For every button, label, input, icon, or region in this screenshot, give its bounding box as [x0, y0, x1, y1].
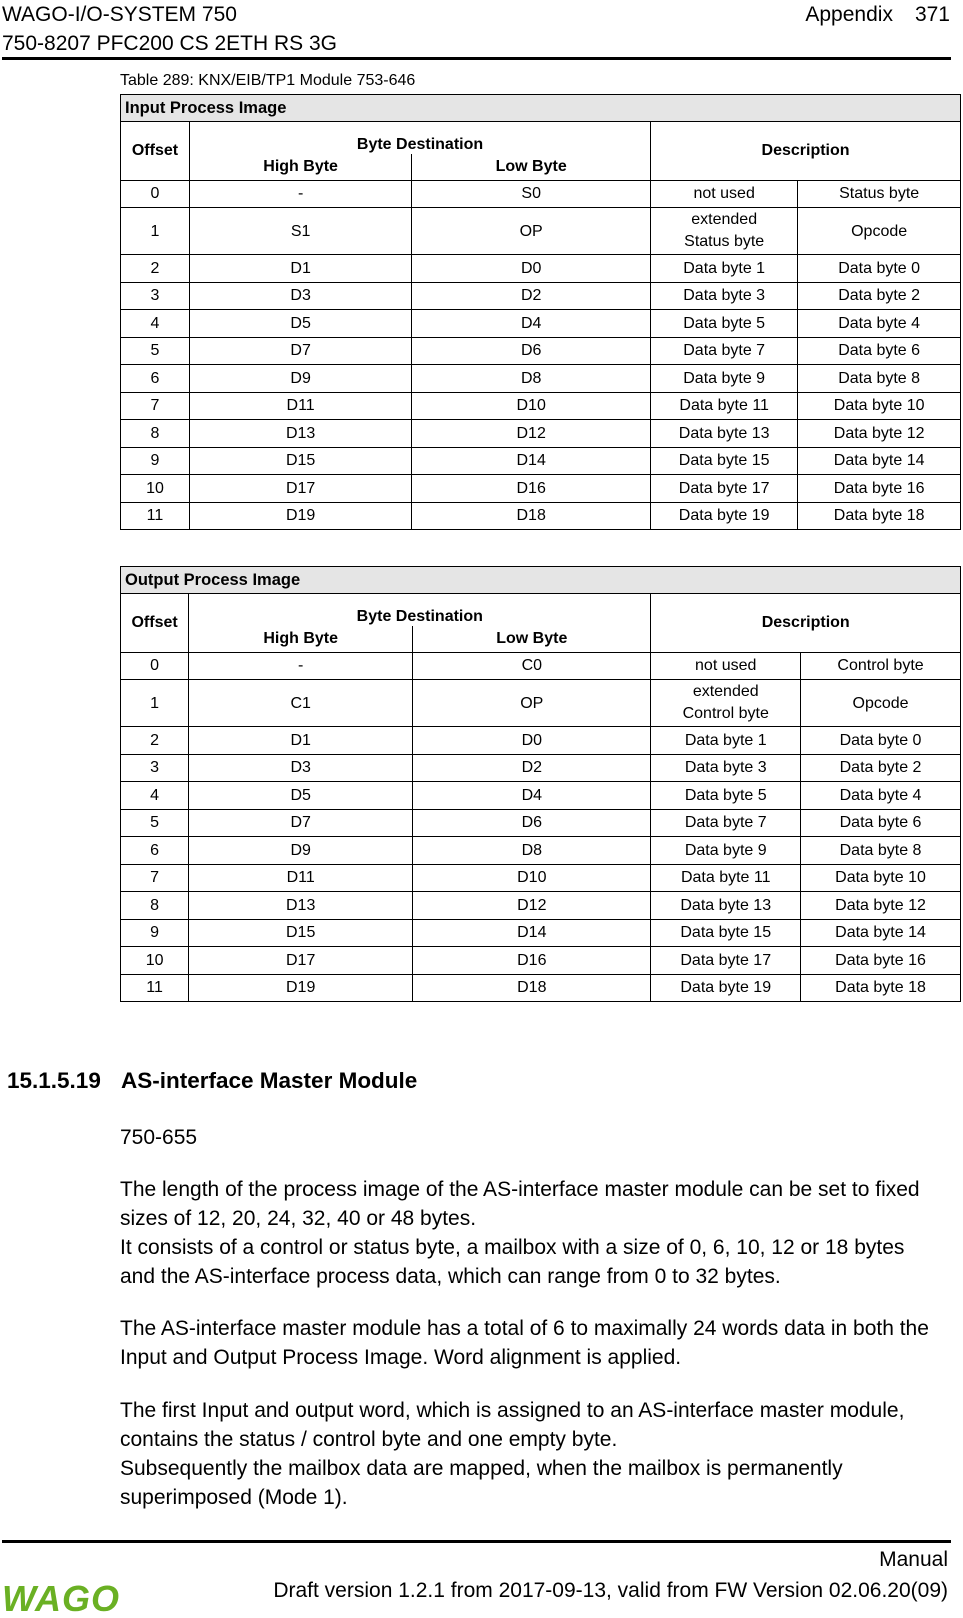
cell-description-low: Data byte 18 — [798, 502, 961, 530]
output-process-image-table — [120, 566, 961, 1002]
cell-low-byte: D14 — [412, 447, 651, 475]
cell-high-byte: D11 — [189, 864, 413, 892]
cell-offset: 0 — [121, 180, 190, 208]
cell-description-high: Data byte 3 — [651, 754, 801, 782]
cell-offset: 4 — [121, 782, 189, 810]
cell-low-byte: OP — [412, 208, 651, 255]
col-high-byte-header: High Byte — [189, 626, 413, 652]
cell-description-high: not used — [651, 652, 801, 680]
cell-offset: 5 — [121, 809, 189, 837]
footer-draft-version: Draft version 1.2.1 from 2017-09-13, valid from FW Version 02.06.20(09) — [273, 1579, 948, 1602]
cell-description-low: Data byte 14 — [801, 919, 961, 947]
cell-description-high: Data byte 15 — [651, 447, 798, 475]
cell-offset: 1 — [121, 208, 190, 255]
cell-high-byte: D13 — [189, 420, 411, 448]
table-row — [121, 919, 961, 947]
cell-offset: 7 — [121, 864, 189, 892]
cell-offset: 1 — [121, 680, 189, 727]
cell-offset: 11 — [121, 974, 189, 1002]
cell-low-byte: D8 — [412, 365, 651, 393]
cell-description-low: Data byte 2 — [798, 282, 961, 310]
paragraph-text: The AS-interface master module has a total of 6 to maximally 24 words data in both the Input and Output Process Image. Word alignment is applied. — [120, 1317, 929, 1369]
col-low-byte-header: Low Byte — [413, 626, 651, 652]
cell-description-low: Data byte 10 — [801, 864, 961, 892]
cell-description-low: Data byte 10 — [798, 392, 961, 420]
cell-offset: 0 — [121, 652, 189, 680]
cell-high-byte: D15 — [189, 447, 411, 475]
table-title: Input Process Image — [121, 95, 961, 122]
table-row — [121, 420, 961, 448]
logo-text: WAGO — [2, 1578, 120, 1616]
table-row — [121, 652, 961, 680]
table-row — [121, 754, 961, 782]
cell-high-byte: - — [189, 180, 411, 208]
cell-high-byte: D3 — [189, 754, 413, 782]
cell-offset: 8 — [121, 892, 189, 920]
cell-description-high: Data byte 5 — [651, 310, 798, 338]
cell-high-byte: D19 — [189, 974, 413, 1002]
cell-description-low: Data byte 18 — [801, 974, 961, 1002]
section-heading — [7, 1068, 417, 1094]
cell-description-high: Data byte 19 — [651, 974, 801, 1002]
cell-low-byte: D10 — [412, 392, 651, 420]
table-row — [121, 475, 961, 503]
table-row — [121, 782, 961, 810]
cell-offset: 9 — [121, 447, 190, 475]
cell-low-byte: D4 — [413, 782, 651, 810]
cell-description-low: Data byte 12 — [798, 420, 961, 448]
table-title: Output Process Image — [121, 567, 961, 594]
table-row — [121, 365, 961, 393]
cell-high-byte: D7 — [189, 809, 413, 837]
table-row — [121, 809, 961, 837]
table-row — [121, 974, 961, 1002]
cell-low-byte: D0 — [413, 727, 651, 755]
cell-description-low: Data byte 16 — [801, 947, 961, 975]
col-offset-header: Offset — [121, 594, 189, 653]
col-description-header: Description — [651, 122, 961, 181]
paragraph-text: The length of the process image of the AS-interface master module can be set to fixed sizes of 12, 20, 24, 32, 40 or 48 bytes. — [120, 1178, 920, 1230]
header-right — [805, 0, 950, 29]
cell-high-byte: D13 — [189, 892, 413, 920]
body-paragraph — [120, 1123, 940, 1152]
header-left — [2, 0, 337, 58]
page-number: 371 — [914, 3, 950, 26]
article-number: 750-655 — [120, 1126, 198, 1149]
table-row — [121, 837, 961, 865]
cell-description-high: Data byte 9 — [651, 837, 801, 865]
table-row — [121, 727, 961, 755]
body-paragraph — [120, 1396, 940, 1512]
cell-description-low: Data byte 14 — [798, 447, 961, 475]
cell-offset: 10 — [121, 475, 190, 503]
cell-low-byte: D8 — [413, 837, 651, 865]
section-number: 15.1.5.19 — [7, 1068, 101, 1093]
cell-description-high: extended Control byte — [651, 680, 801, 727]
cell-high-byte: D17 — [189, 475, 411, 503]
col-low-byte-header: Low Byte — [412, 154, 651, 180]
table-row — [121, 208, 961, 255]
cell-description-high: Data byte 7 — [651, 809, 801, 837]
cell-description-high: Data byte 13 — [651, 892, 801, 920]
cell-description-low: Data byte 12 — [801, 892, 961, 920]
section-title: AS-interface Master Module — [121, 1068, 418, 1093]
cell-offset: 8 — [121, 420, 190, 448]
cell-low-byte: D0 — [412, 255, 651, 283]
col-byte-destination-header: Byte Destination — [189, 122, 650, 155]
table-row — [121, 947, 961, 975]
cell-description-high: Data byte 7 — [651, 337, 798, 365]
cell-offset: 11 — [121, 502, 190, 530]
cell-high-byte: D5 — [189, 782, 413, 810]
cell-description-low: Data byte 8 — [801, 837, 961, 865]
cell-description-high: Data byte 11 — [651, 392, 798, 420]
cell-low-byte: D18 — [412, 502, 651, 530]
cell-description-high: Data byte 5 — [651, 782, 801, 810]
cell-offset: 6 — [121, 837, 189, 865]
table-row — [121, 864, 961, 892]
col-offset-header: Offset — [121, 122, 190, 181]
paragraph-text: Subsequently the mailbox data are mapped, when the mailbox is permanently superimposed (Mode 1). — [120, 1457, 843, 1509]
cell-description-high: Data byte 19 — [651, 502, 798, 530]
cell-low-byte: C0 — [413, 652, 651, 680]
cell-offset: 6 — [121, 365, 190, 393]
cell-offset: 3 — [121, 754, 189, 782]
table-row — [121, 337, 961, 365]
footer-rule — [2, 1540, 951, 1543]
cell-high-byte: S1 — [189, 208, 411, 255]
cell-description-high: Data byte 1 — [651, 255, 798, 283]
cell-description-low: Data byte 8 — [798, 365, 961, 393]
cell-offset: 5 — [121, 337, 190, 365]
body-paragraph — [120, 1175, 940, 1291]
col-description-header: Description — [651, 594, 961, 653]
cell-description-low: Opcode — [798, 208, 961, 255]
cell-high-byte: - — [189, 652, 413, 680]
footer-manual: Manual — [879, 1548, 948, 1571]
cell-offset: 7 — [121, 392, 190, 420]
cell-high-byte: D9 — [189, 837, 413, 865]
cell-description-high: Data byte 17 — [651, 947, 801, 975]
cell-low-byte: S0 — [412, 180, 651, 208]
table-row — [121, 255, 961, 283]
cell-description-low: Data byte 6 — [798, 337, 961, 365]
table-row — [121, 680, 961, 727]
table-row — [121, 310, 961, 338]
wago-logo — [0, 1578, 122, 1616]
cell-description-high: extended Status byte — [651, 208, 798, 255]
cell-low-byte: D16 — [413, 947, 651, 975]
cell-description-high: Data byte 17 — [651, 475, 798, 503]
cell-description-high: Data byte 11 — [651, 864, 801, 892]
paragraph-text: The first Input and output word, which is assigned to an AS-interface master module, contains the status / control byte and one empty byte. — [120, 1399, 905, 1451]
col-high-byte-header: High Byte — [189, 154, 411, 180]
cell-offset: 4 — [121, 310, 190, 338]
cell-high-byte: C1 — [189, 680, 413, 727]
cell-description-high: Data byte 13 — [651, 420, 798, 448]
cell-high-byte: D9 — [189, 365, 411, 393]
table-row — [121, 502, 961, 530]
cell-description-low: Data byte 16 — [798, 475, 961, 503]
cell-low-byte: D12 — [413, 892, 651, 920]
cell-description-low: Data byte 0 — [801, 727, 961, 755]
cell-low-byte: D2 — [412, 282, 651, 310]
cell-description-low: Data byte 0 — [798, 255, 961, 283]
cell-low-byte: D6 — [413, 809, 651, 837]
table-caption: Table 289: KNX/EIB/TP1 Module 753-646 — [120, 72, 416, 89]
cell-offset: 9 — [121, 919, 189, 947]
input-process-image-table — [120, 94, 961, 530]
header-product: WAGO-I/O-SYSTEM 750 — [2, 3, 237, 26]
col-byte-destination-header: Byte Destination — [189, 594, 651, 627]
cell-description-low: Data byte 4 — [801, 782, 961, 810]
cell-description-low: Opcode — [801, 680, 961, 727]
cell-offset: 2 — [121, 727, 189, 755]
header-device: 750-8207 PFC200 CS 2ETH RS 3G — [2, 32, 337, 55]
header-rule — [2, 57, 951, 60]
cell-high-byte: D7 — [189, 337, 411, 365]
cell-offset: 10 — [121, 947, 189, 975]
cell-description-low: Control byte — [801, 652, 961, 680]
cell-low-byte: D10 — [413, 864, 651, 892]
cell-description-high: not used — [651, 180, 798, 208]
cell-description-low: Status byte — [798, 180, 961, 208]
table-row — [121, 180, 961, 208]
cell-low-byte: D6 — [412, 337, 651, 365]
cell-description-low: Data byte 2 — [801, 754, 961, 782]
cell-high-byte: D1 — [189, 727, 413, 755]
table-row — [121, 282, 961, 310]
cell-description-high: Data byte 1 — [651, 727, 801, 755]
cell-description-high: Data byte 15 — [651, 919, 801, 947]
cell-low-byte: D12 — [412, 420, 651, 448]
cell-low-byte: D14 — [413, 919, 651, 947]
cell-low-byte: D18 — [413, 974, 651, 1002]
cell-high-byte: D1 — [189, 255, 411, 283]
cell-offset: 3 — [121, 282, 190, 310]
cell-low-byte: OP — [413, 680, 651, 727]
table-row — [121, 392, 961, 420]
cell-offset: 2 — [121, 255, 190, 283]
table-row — [121, 447, 961, 475]
cell-low-byte: D2 — [413, 754, 651, 782]
cell-high-byte: D17 — [189, 947, 413, 975]
table-row — [121, 892, 961, 920]
cell-high-byte: D11 — [189, 392, 411, 420]
paragraph-text: It consists of a control or status byte, a mailbox with a size of 0, 6, 10, 12 or 18 bytes and the AS-interface process data, which can range from 0 to 32 bytes. — [120, 1236, 905, 1288]
cell-low-byte: D4 — [412, 310, 651, 338]
cell-low-byte: D16 — [412, 475, 651, 503]
cell-high-byte: D19 — [189, 502, 411, 530]
cell-description-low: Data byte 6 — [801, 809, 961, 837]
cell-high-byte: D5 — [189, 310, 411, 338]
header-section: Appendix — [805, 3, 893, 26]
body-paragraph — [120, 1314, 940, 1372]
cell-description-high: Data byte 9 — [651, 365, 798, 393]
cell-high-byte: D15 — [189, 919, 413, 947]
cell-high-byte: D3 — [189, 282, 411, 310]
cell-description-low: Data byte 4 — [798, 310, 961, 338]
cell-description-high: Data byte 3 — [651, 282, 798, 310]
